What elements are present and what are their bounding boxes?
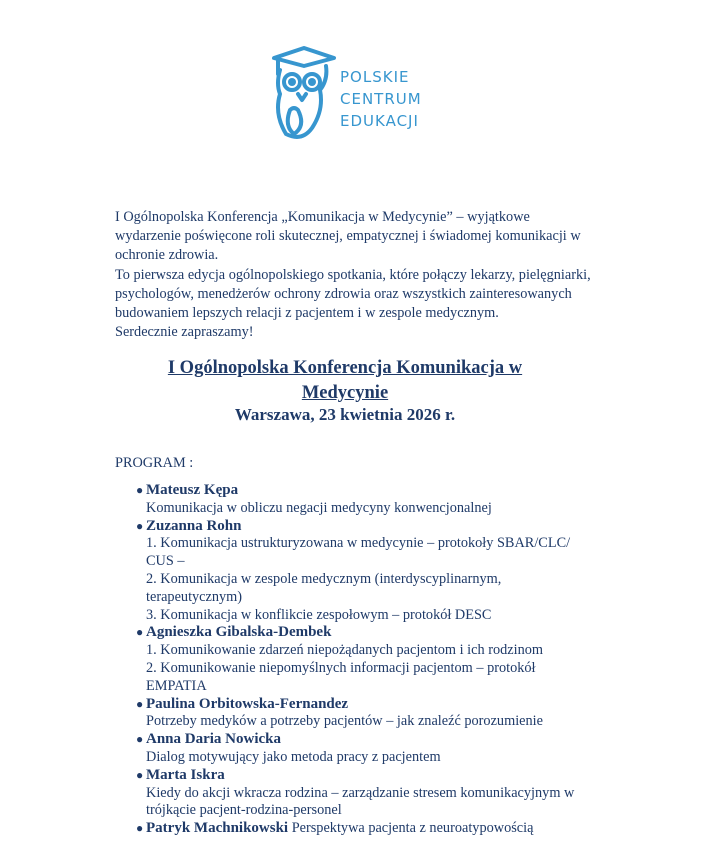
intro-line: wydarzenie poświęcone roli skutecznej, empatycznej i świadomej komunikacji w — [115, 228, 581, 245]
owl-graduation-cap-icon — [268, 44, 340, 144]
talk-title: Perspektywa pacjenta z neuroatypowością — [291, 820, 534, 837]
program-label: PROGRAM : — [115, 455, 194, 471]
talk-title: Kiedy do akcji wkracza rodzina – zarządzanie stresem komunikacyjnym w — [146, 784, 575, 801]
speaker-item — [136, 517, 574, 625]
talk-title: EMPATIA — [146, 677, 207, 694]
talk-title: CUS – — [146, 553, 185, 570]
intro-line: ochronie zdrowia. — [115, 247, 219, 264]
title-line-2: Medycynie — [301, 383, 389, 403]
intro-line: I Ogólnopolska Konferencja „Komunikacja w Medycynie” – wyjątkowe — [115, 209, 530, 225]
talk-title: Potrzeby medyków a potrzeby pacjentów – jak znaleźć porozumienie — [146, 713, 543, 730]
intro-line: To pierwsza edycja ogólnopolskiego spotkania, które połączy lekarzy, pielęgniarki, — [115, 266, 591, 283]
speaker-name: Mateusz Kępa — [146, 482, 239, 498]
speaker-item — [136, 766, 575, 820]
speaker-item — [136, 624, 574, 695]
intro-line: budowaniem lepszych relacji z pacjentem i w zespole medycznym. — [115, 305, 499, 322]
talk-title: 1. Komunikacja ustrukturyzowana w medycynie – protokoły SBAR/CLC/ — [146, 535, 571, 552]
conference-date: Warszawa, 23 kwietnia 2026 r. — [234, 405, 456, 424]
intro-line: psychologów, menedżerów ochrony zdrowia oraz wszystkich zainteresowanych — [115, 285, 572, 302]
bullet-icon: ● — [136, 696, 144, 711]
talk-title: Komunikacja w obliczu negacji medycyny konwencjonalnej — [146, 499, 492, 516]
talk-title: 1. Komunikowanie zdarzeń niepożądanych pacjentom i ich rodzinom — [146, 642, 543, 659]
speaker-list — [136, 482, 575, 838]
speaker-item — [136, 820, 574, 838]
logo-text — [340, 66, 422, 132]
talk-title: 2. Komunikacja w zespole medycznym (interdyscyplinarnym, — [146, 570, 502, 587]
speaker-item — [136, 695, 574, 732]
talk-title: Dialog motywujący jako metoda pracy z pacjentem — [146, 748, 441, 765]
bullet-icon: ● — [136, 732, 144, 747]
title-line-1: I Ogólnopolska Konferencja Komunikacja w — [167, 358, 523, 378]
logo-line: CENTRUM — [340, 90, 422, 108]
speaker-name: Zuzanna Rohn — [146, 517, 242, 534]
talk-title: trójkącie pacjent-rodzina-personel — [146, 802, 342, 819]
intro-line: Serdecznie zapraszamy! — [115, 324, 254, 341]
intro-paragraph — [115, 208, 591, 342]
speaker-item — [136, 731, 574, 767]
logo — [268, 44, 438, 144]
logo-line: POLSKIE — [340, 68, 410, 86]
talk-title: terapeutycznym) — [146, 588, 243, 605]
bullet-icon: ● — [136, 483, 144, 497]
speaker-item — [136, 482, 574, 518]
bullet-icon: ● — [136, 518, 144, 533]
bullet-icon: ● — [136, 625, 144, 640]
logo-line: EDUKACJI — [340, 112, 419, 130]
bullet-icon: ● — [136, 821, 144, 836]
speaker-name: Agnieszka Gibalska-Dembek — [146, 624, 332, 641]
speaker-name: Marta Iskra — [146, 766, 225, 783]
talk-title: 3. Komunikacja w konflikcie zespołowym – protokół DESC — [146, 606, 492, 623]
speaker-name: Anna Daria Nowicka — [146, 731, 282, 748]
bullet-icon: ● — [136, 767, 144, 782]
speaker-name: Paulina Orbitowska-Fernandez — [146, 695, 349, 712]
talk-title: 2. Komunikowanie niepomyślnych informacji pacjentom – protokół — [146, 659, 536, 676]
conference-title — [100, 356, 590, 406]
speaker-name: Patryk Machnikowski — [146, 820, 289, 837]
